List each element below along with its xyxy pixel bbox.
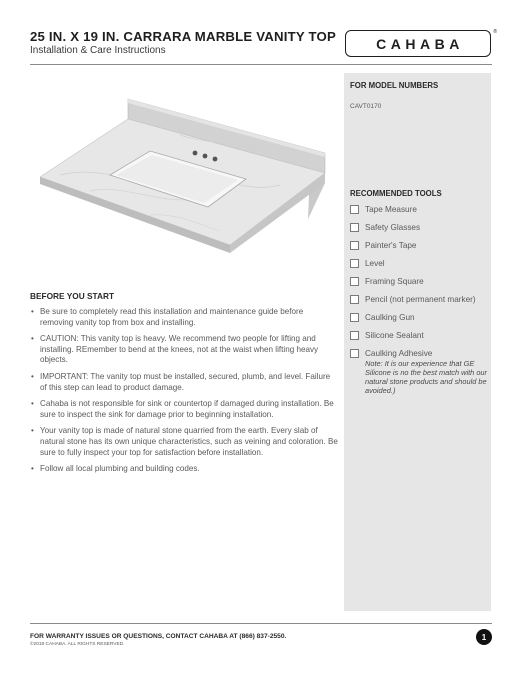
page-subtitle: Installation & Care Instructions [30, 45, 166, 56]
tool-checkbox[interactable] [350, 349, 359, 358]
tool-label: Tape Measure [365, 205, 417, 214]
tool-item [350, 295, 488, 313]
instruction-text: IMPORTANT: The vanity top must be installed, secured, plumb, and level. Failure of this step can lead to product damage. [40, 371, 331, 392]
tool-checkbox[interactable] [350, 313, 359, 322]
bullet-icon: • [31, 399, 34, 409]
tool-item [350, 313, 488, 331]
tool-item [350, 277, 488, 295]
tool-label: Level [365, 259, 385, 268]
bullet-icon: • [31, 307, 34, 316]
instruction-list [30, 307, 338, 475]
warranty-contact: FOR WARRANTY ISSUES OR QUESTIONS, CONTACT CAHABA AT (866) 837-2550. [30, 633, 287, 640]
instruction-text: Follow all local plumbing and building codes. [40, 464, 200, 474]
tool-label: Painter's Tape [365, 241, 417, 250]
tool-item [350, 349, 488, 395]
tool-label: Safety Glasses [365, 223, 421, 232]
instruction-text: Cahaba is not responsible for sink or countertop if damaged during installation. Be sure to inspect the sink for damage prior to beginning installation. [40, 399, 334, 419]
copyright-notice: ©2018 CAHABA. ALL RIGHTS RESERVED. [30, 642, 125, 647]
tool-label: Caulking Gun [365, 313, 415, 322]
tool-checkbox[interactable] [350, 205, 359, 214]
tool-label: Framing Square [365, 277, 424, 286]
tool-item [350, 259, 488, 277]
tool-note: Note: It is our experience that GE Silicone is no the best match with our natural stone products and should be avoided.) [365, 359, 488, 395]
instruction-item [30, 426, 338, 458]
bullet-icon: • [31, 426, 34, 436]
tool-checkbox[interactable] [350, 277, 359, 286]
tool-label: Pencil (not permanent marker) [365, 295, 476, 304]
tool-checkbox[interactable] [350, 295, 359, 304]
tool-checkbox[interactable] [350, 223, 359, 232]
instruction-item [30, 399, 338, 420]
tool-item [350, 241, 488, 259]
tool-item [350, 205, 488, 223]
bullet-icon: • [31, 464, 34, 474]
bullet-icon: • [31, 334, 34, 344]
recommended-tools-heading: RECOMMENDED TOOLS [350, 189, 442, 198]
tool-label: Silicone Sealant [365, 331, 424, 340]
instruction-text: Be sure to completely read this installation and maintenance guide before removing vanity top from box and installing. [40, 307, 304, 327]
tool-checkbox[interactable] [350, 241, 359, 250]
instruction-text: Your vanity top is made of natural stone quarried from the earth. Every slab of natural stone has its own unique characteristics, such as veining and coloration. Be sure to fully inspect your top for satisfaction before installation. [40, 426, 338, 457]
page-footer [30, 623, 492, 653]
page-header [30, 29, 497, 65]
tool-checkbox[interactable] [350, 259, 359, 268]
brand-logo-text: CAHABA [376, 35, 464, 52]
tool-item [350, 331, 488, 349]
tool-checkbox[interactable] [350, 331, 359, 340]
registered-mark: ® [493, 29, 497, 35]
tool-item [350, 223, 488, 241]
before-you-start-section [30, 291, 338, 481]
sidebar-panel [344, 73, 491, 611]
instruction-item [30, 307, 338, 328]
tool-label: Caulking Adhesive [365, 349, 433, 358]
model-numbers-heading: FOR MODEL NUMBERS [350, 81, 439, 90]
before-you-start-heading: BEFORE YOU START [30, 291, 115, 301]
page-number-badge: 1 [476, 629, 492, 645]
brand-logo [345, 29, 497, 57]
model-number: CAVT0170 [350, 103, 382, 110]
instruction-item [30, 334, 338, 366]
vanity-top-image [40, 95, 330, 260]
instruction-text: CAUTION: This vanity top is heavy. We recommend two people for lifting and installing. REmember to bend at the knees, not at the waist when lifting heavy objects. [40, 334, 319, 365]
tool-checklist [350, 205, 488, 395]
instruction-item [30, 464, 338, 475]
instruction-item [30, 372, 338, 393]
page-title: 25 IN. X 19 IN. CARRARA MARBLE VANITY TOP [30, 29, 336, 44]
bullet-icon: • [31, 371, 34, 381]
